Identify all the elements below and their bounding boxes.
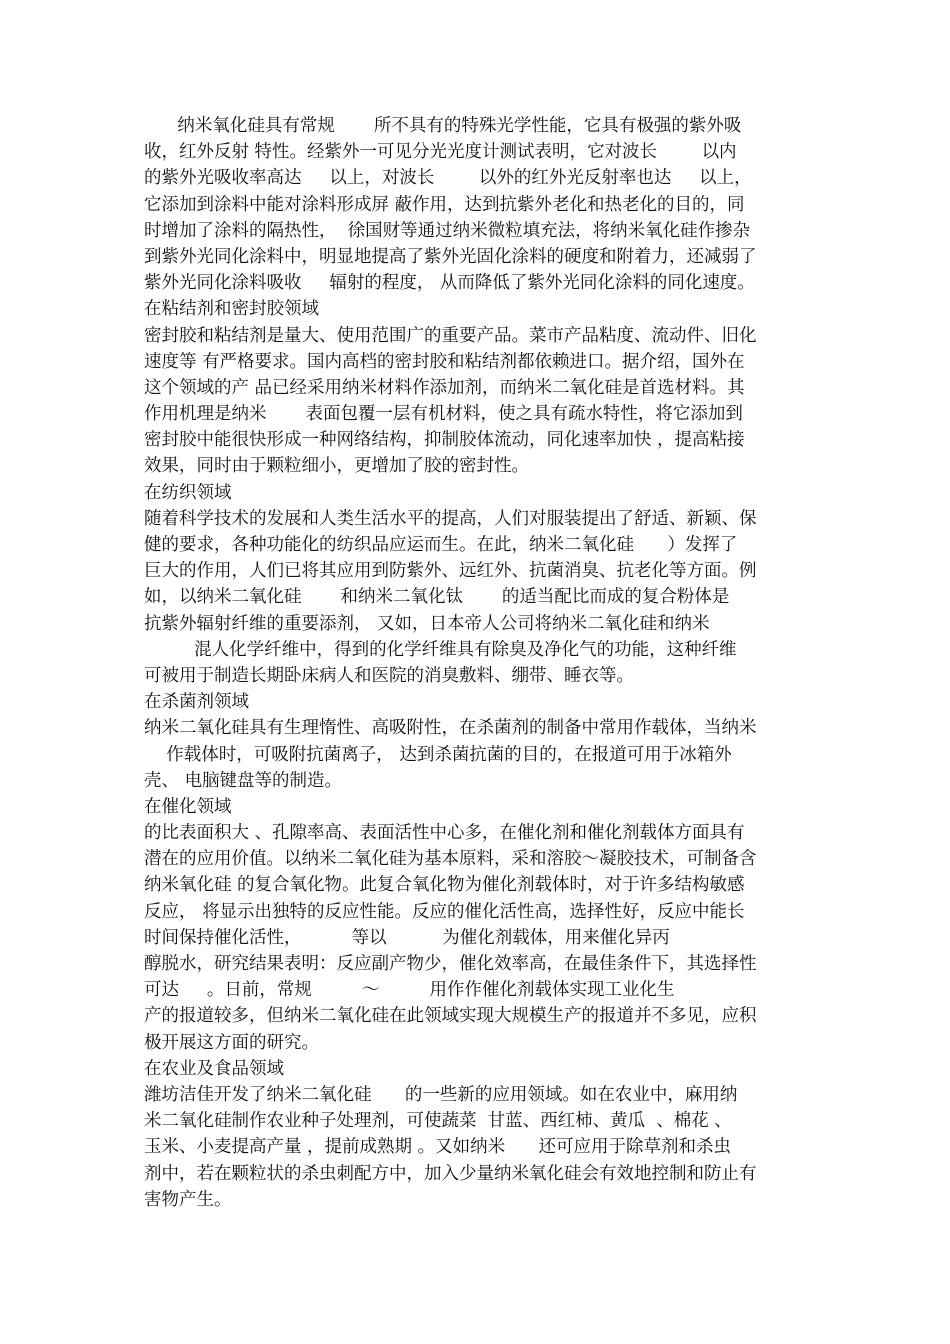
paragraph-textile [144,506,812,689]
text-line: 壳、 电脑键盘等的制造。 [144,770,343,791]
text-line: 纳米氧化硅 的复合氧化物。此复合氧化物为催化剂载体时，对于许多结构敏感 [144,875,745,896]
text-line: 密封胶中能很快形成一种网络结构，抑制胶体流动，同化速率加快 ，提高粘接 [144,430,745,451]
text-line: 米二氧化硅制作农业种子处理剂，可使蔬菜 甘蓝、西红柿、黄瓜 、棉花 、 [144,1111,732,1132]
text-line: 时间保持催化活性， 等以 为催化剂载体，用来催化异丙 [144,927,670,948]
section-heading-agriculture: 在农业及食品领域 [144,1058,284,1079]
text-line: 时增加了涂料的隔热性， 徐国财等通过纳米微粒填充法，将纳米氧化硅作掺杂 [144,220,751,241]
text-line: 纳米氧化硅具有常规 所不具有的特殊光学性能，它具有极强的紫外吸 [144,116,742,136]
text-line: 玉米、小麦提高产量 ，提前成熟期 。又如纳米 还可应用于除草剂和杀虫 [144,1137,731,1158]
text-line: 的比表面积大 、孔隙率高、表面活性中心多，在催化剂和催化剂载体方面具有 [144,823,745,844]
text-line: 随着科学技术的发展和人类生活水平的提高，人们对服装提出了舒适、新颖、保 [144,508,757,529]
paragraph-optical [144,113,812,296]
paragraph-catalysis [144,820,812,1056]
text-line: 收，红外反射 特性。经紫外一可见分光光度计测试表明，它对波长 以内 [144,142,737,163]
section-heading-textile: 在纺织领域 [144,482,232,503]
text-line: 紫外光同化涂料吸收 辐射的程度， 从而降低了紫外光同化涂料的同化速度。 [144,273,755,294]
paragraph-adhesive [144,323,812,480]
paragraph-bactericide [144,715,812,794]
text-line: 可被用于制造长期卧床病人和医院的消臭敷料、绷带、睡衣等。 [144,665,634,686]
text-line: 害物产生。 [144,1189,232,1210]
text-line: 作用机理是纳米 表面包覆一层有机材料，使之具有疏水特性，将它添加到 [144,404,743,425]
text-line: 速度等 有严格要求。国内高档的密封胶和粘结剂都依赖进口。据介绍，国外在 [144,351,745,372]
text-line: 如，以纳米二氧化硅 和纳米二氧化钛 的适当配比而成的复合粉体是 [144,587,730,608]
text-line: 的紫外光吸收率高达 以上，对波长 以外的红外光反射率也达 以上， [144,168,752,189]
text-line: 巨大的作用，人们已将其应用到防紫外、远红外、抗菌消臭、抗老化等方面。例 [144,561,757,582]
text-line: 这个领域的产 品已经采用纳米材料作添加剂，而纳米二氧化硅是首选材料。其 [144,377,745,398]
text-line: 醇脱水，研究结果表明：反应副产物少，催化效率高，在最佳条件下，其选择性 [144,954,757,974]
text-line: 产的报道较多，但纳米二氧化硅在此领域实现大规模生产的报道并不多见，应积 [144,1006,757,1027]
text-line: 剂中，若在颗粒状的杀虫刺配方中，加入少量纳米氧化硅会有效地控制和防止有 [144,1163,757,1184]
document-body [144,113,812,1213]
text-line: 抗紫外辐射纤维的重要添剂， 又如，日本帝人公司将纳米二氧化硅和纳米 [144,613,710,634]
text-line: 到紫外光同化涂料中，明显地提高了紫外光固化涂料的硬度和附着力，还减弱了 [144,246,757,267]
text-line: 混人化学纤维中，得到的化学纤维具有除臭及净化气的功能，这种纤维 [144,639,737,660]
paragraph-agriculture [144,1082,812,1213]
section-heading-adhesive: 在粘结剂和密封胶领域 [144,299,319,320]
text-line: 可达 。日前，常规 ～ 用作作催化剂载体实现工业化生 [144,980,675,1001]
section-heading-catalysis: 在催化领域 [144,796,232,817]
text-line: 它添加到涂料中能对涂料形成屏 蔽作用，达到抗紫外老化和热老化的目的，同 [144,194,745,215]
section-heading-bactericide: 在杀菌剂领域 [144,692,249,713]
text-line: 密封胶和粘结剂是量大、使用范围广的重要产品。菜市产品粘度、流动件、旧化 [144,325,757,346]
text-line: 极开展这方面的研究。 [144,1032,319,1053]
text-line: 潍坊洁佳开发了纳米二氧化硅 的一些新的应用领域。如在农业中，麻用纳 [144,1084,738,1105]
text-line: 作载体时，可吸附抗菌离子， 达到杀菌抗菌的目的，在报道可用于冰箱外 [144,744,732,765]
text-line: 反应， 将显示出独特的反应性能。反应的催化活性高，选择性好，反应中能长 [144,901,745,922]
text-line: 健的要求，各种功能化的纺织品应运而生。在此，纳米二氧化硅 ）发挥了 [144,535,738,555]
text-line: 潜在的应用价值。以纳米二氧化硅为基本原料，采和溶胶～凝胶技术，可制备含 [144,849,757,870]
text-line: 纳米二氧化硅具有生理惰性、高吸附性，在杀菌剂的制备中常用作载体，当纳米 [144,718,757,739]
text-line: 效果，同时由于颗粒细小，更增加了胶的密封性。 [144,456,529,477]
